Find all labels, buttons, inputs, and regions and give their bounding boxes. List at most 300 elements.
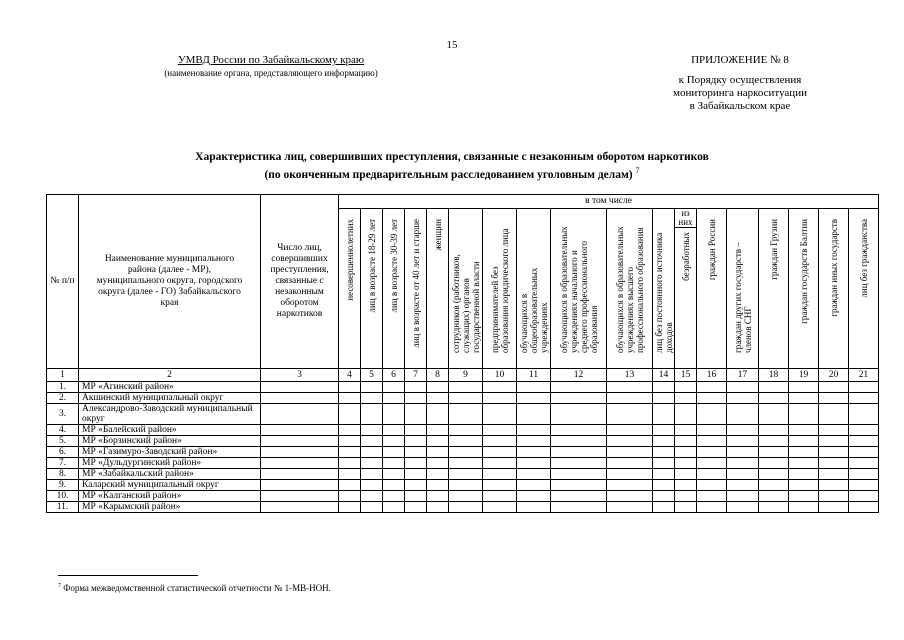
data-cell[interactable] (849, 404, 879, 425)
data-cell[interactable] (339, 469, 361, 480)
heading-line-1: Характеристика лиц, совершивших преступления, связанные с незаконным оборотом наркотиков (195, 151, 709, 163)
data-cell[interactable] (361, 502, 383, 513)
data-cell[interactable] (361, 393, 383, 404)
col-header: лиц в возрасте от 40 лет и старше (405, 209, 427, 369)
row-number: 5. (47, 436, 79, 447)
data-cell[interactable] (727, 425, 759, 436)
data-cell[interactable] (653, 425, 675, 436)
footnote-mark: 7 (58, 583, 61, 589)
data-cell[interactable] (449, 393, 483, 404)
data-cell[interactable] (697, 469, 727, 480)
data-cell[interactable] (849, 393, 879, 404)
data-cell[interactable] (551, 447, 607, 458)
data-cell[interactable] (849, 502, 879, 513)
col-header: граждан России (697, 209, 727, 369)
header-total: Число лиц, совершивших преступления, связанные с незаконным оборотом наркотиков (261, 195, 339, 369)
column-number: 17 (727, 369, 759, 382)
col-header: граждан государств Балтии (789, 209, 819, 369)
data-cell[interactable] (261, 382, 339, 393)
data-cell[interactable] (405, 393, 427, 404)
data-cell[interactable] (653, 404, 675, 425)
data-cell[interactable] (517, 480, 551, 491)
data-cell[interactable] (383, 447, 405, 458)
data-cell[interactable] (361, 436, 383, 447)
data-cell[interactable] (261, 469, 339, 480)
footnote (58, 583, 331, 593)
data-cell[interactable] (849, 436, 879, 447)
data-cell[interactable] (675, 436, 697, 447)
data-cell[interactable] (427, 404, 449, 425)
data-cell[interactable] (727, 393, 759, 404)
data-cell[interactable] (727, 404, 759, 425)
data-cell[interactable] (339, 382, 361, 393)
appendix-line: в Забайкальском крае (689, 100, 791, 112)
data-cell[interactable] (449, 425, 483, 436)
data-cell[interactable] (551, 458, 607, 469)
col-header: сотрудников (работников, служащих) органов государственной власти (449, 209, 483, 369)
data-cell[interactable] (849, 447, 879, 458)
organ-block (140, 54, 402, 78)
data-cell[interactable] (607, 447, 653, 458)
data-cell[interactable] (789, 469, 819, 480)
data-cell[interactable] (483, 447, 517, 458)
data-cell[interactable] (551, 480, 607, 491)
row-number: 10. (47, 491, 79, 502)
data-cell[interactable] (261, 404, 339, 425)
data-cell[interactable] (653, 480, 675, 491)
data-cell[interactable] (675, 404, 697, 425)
data-cell[interactable] (449, 382, 483, 393)
data-cell[interactable] (449, 447, 483, 458)
data-cell[interactable] (653, 436, 675, 447)
header-num: № п/п (47, 195, 79, 369)
data-cell[interactable] (405, 425, 427, 436)
data-cell[interactable] (607, 491, 653, 502)
data-cell[interactable] (759, 491, 789, 502)
data-cell[interactable] (653, 469, 675, 480)
data-cell[interactable] (697, 491, 727, 502)
data-cell[interactable] (339, 447, 361, 458)
data-cell[interactable] (819, 480, 849, 491)
row-name: МР «Забайкальский район» (79, 469, 261, 480)
data-cell[interactable] (483, 382, 517, 393)
row-name: МР «Газимуро-Заводский район» (79, 447, 261, 458)
data-cell[interactable] (697, 404, 727, 425)
data-cell[interactable] (483, 502, 517, 513)
column-numbers-row (47, 369, 879, 382)
data-cell[interactable] (607, 469, 653, 480)
data-cell[interactable] (551, 502, 607, 513)
data-cell[interactable] (339, 502, 361, 513)
row-name: Акшинский муниципальный округ (79, 393, 261, 404)
data-cell[interactable] (383, 425, 405, 436)
data-cell[interactable] (675, 502, 697, 513)
data-cell[interactable] (607, 458, 653, 469)
data-cell[interactable] (339, 491, 361, 502)
data-cell[interactable] (607, 436, 653, 447)
row-name: МР «Калганский район» (79, 491, 261, 502)
data-cell[interactable] (551, 393, 607, 404)
column-number: 12 (551, 369, 607, 382)
data-cell[interactable] (483, 425, 517, 436)
data-cell[interactable] (261, 425, 339, 436)
column-number: 18 (759, 369, 789, 382)
footnote-ref: 7 (635, 166, 640, 175)
footnote-divider (58, 575, 198, 576)
data-cell[interactable] (849, 469, 879, 480)
data-cell[interactable] (819, 458, 849, 469)
table-row (47, 480, 879, 491)
appendix-line: мониторинга наркоситуации (673, 87, 807, 99)
data-cell[interactable] (819, 469, 849, 480)
data-cell[interactable] (483, 404, 517, 425)
header-name: Наименование муниципального района (далее - МР), муниципального округа, городского округа (далее - ГО) Забайкальского края (79, 195, 261, 369)
data-cell[interactable] (383, 436, 405, 447)
table-row (47, 382, 879, 393)
table-row (47, 502, 879, 513)
data-cell[interactable] (339, 480, 361, 491)
data-cell[interactable] (697, 436, 727, 447)
data-cell[interactable] (819, 393, 849, 404)
data-cell[interactable] (819, 491, 849, 502)
table-row (47, 404, 879, 425)
data-cell[interactable] (517, 404, 551, 425)
data-cell[interactable] (361, 480, 383, 491)
data-cell[interactable] (849, 491, 879, 502)
col-header: граждан других государств – членов СНГ (727, 209, 759, 369)
data-cell[interactable] (675, 491, 697, 502)
data-cell[interactable] (697, 447, 727, 458)
data-cell[interactable] (819, 425, 849, 436)
data-cell[interactable] (759, 447, 789, 458)
data-cell[interactable] (427, 425, 449, 436)
data-cell[interactable] (383, 404, 405, 425)
data-cell[interactable] (449, 436, 483, 447)
data-cell[interactable] (759, 469, 789, 480)
data-cell[interactable] (551, 404, 607, 425)
data-cell[interactable] (759, 436, 789, 447)
row-name: МР «Агинский район» (79, 382, 261, 393)
row-number: 11. (47, 502, 79, 513)
table-row (47, 393, 879, 404)
row-number: 4. (47, 425, 79, 436)
col-header: женщин (427, 209, 449, 369)
data-cell[interactable] (551, 469, 607, 480)
data-cell[interactable] (483, 436, 517, 447)
data-cell[interactable] (727, 447, 759, 458)
data-cell[interactable] (383, 502, 405, 513)
data-cell[interactable] (607, 502, 653, 513)
data-cell[interactable] (339, 436, 361, 447)
data-cell[interactable] (697, 393, 727, 404)
column-number: 21 (849, 369, 879, 382)
data-cell[interactable] (427, 436, 449, 447)
data-cell[interactable] (339, 458, 361, 469)
data-cell[interactable] (551, 436, 607, 447)
data-cell[interactable] (361, 491, 383, 502)
data-cell[interactable] (675, 480, 697, 491)
data-cell[interactable] (427, 502, 449, 513)
data-cell[interactable] (383, 480, 405, 491)
data-cell[interactable] (427, 469, 449, 480)
data-cell[interactable] (261, 480, 339, 491)
data-cell[interactable] (697, 458, 727, 469)
organ-caption: (наименование органа, представляющего информацию) (164, 68, 378, 78)
data-cell[interactable] (759, 480, 789, 491)
data-cell[interactable] (849, 458, 879, 469)
column-number: 5 (361, 369, 383, 382)
data-cell[interactable] (361, 404, 383, 425)
data-cell[interactable] (383, 458, 405, 469)
data-cell[interactable] (727, 436, 759, 447)
data-cell[interactable] (653, 382, 675, 393)
data-cell[interactable] (449, 469, 483, 480)
data-cell[interactable] (427, 458, 449, 469)
heading-line-2: (по оконченным предварительным расследованием уголовным делам) $^7$ (264, 166, 640, 181)
column-number: 11 (517, 369, 551, 382)
data-cell[interactable] (483, 480, 517, 491)
data-cell[interactable] (261, 436, 339, 447)
table-row (47, 458, 879, 469)
data-cell[interactable] (405, 480, 427, 491)
col-header: предпринимателей без образования юридического лица (483, 209, 517, 369)
data-cell[interactable] (789, 393, 819, 404)
column-number: 14 (653, 369, 675, 382)
table-body (47, 382, 879, 513)
document-heading (0, 150, 904, 182)
data-cell[interactable] (759, 393, 789, 404)
row-number: 8. (47, 469, 79, 480)
data-cell[interactable] (551, 382, 607, 393)
data-cell[interactable] (849, 480, 879, 491)
data-cell[interactable] (405, 382, 427, 393)
column-number: 13 (607, 369, 653, 382)
data-cell[interactable] (697, 382, 727, 393)
data-cell[interactable] (697, 425, 727, 436)
data-cell[interactable] (405, 404, 427, 425)
data-cell[interactable] (427, 491, 449, 502)
data-cell[interactable] (675, 458, 697, 469)
data-cell[interactable] (517, 469, 551, 480)
data-cell[interactable] (607, 382, 653, 393)
row-name: Каларский муниципальный округ (79, 480, 261, 491)
data-cell[interactable] (361, 447, 383, 458)
data-cell[interactable] (427, 382, 449, 393)
data-cell[interactable] (405, 447, 427, 458)
data-cell[interactable] (483, 393, 517, 404)
row-name: МР «Дульдургинский район» (79, 458, 261, 469)
column-number: 1 (47, 369, 79, 382)
data-cell[interactable] (517, 436, 551, 447)
data-cell[interactable] (483, 491, 517, 502)
data-cell[interactable] (339, 425, 361, 436)
data-cell[interactable] (675, 382, 697, 393)
data-cell[interactable] (261, 447, 339, 458)
data-cell[interactable] (607, 480, 653, 491)
column-number: 20 (819, 369, 849, 382)
data-cell[interactable] (819, 502, 849, 513)
data-cell[interactable] (517, 458, 551, 469)
row-name: МР «Карымский район» (79, 502, 261, 513)
data-cell[interactable] (653, 458, 675, 469)
data-cell[interactable] (449, 502, 483, 513)
data-cell[interactable] (819, 447, 849, 458)
data-cell[interactable] (449, 480, 483, 491)
data-cell[interactable] (789, 382, 819, 393)
column-number: 15 (675, 369, 697, 382)
row-number: 7. (47, 458, 79, 469)
data-cell[interactable] (517, 382, 551, 393)
table-row (47, 447, 879, 458)
data-cell[interactable] (339, 404, 361, 425)
data-cell[interactable] (653, 447, 675, 458)
data-cell[interactable] (517, 491, 551, 502)
data-cell[interactable] (483, 469, 517, 480)
col-header: обучающихся в образовательных учреждениях высшего профессионального образования (607, 209, 653, 369)
data-cell[interactable] (517, 447, 551, 458)
data-cell[interactable] (383, 491, 405, 502)
data-cell[interactable] (483, 458, 517, 469)
row-number: 1. (47, 382, 79, 393)
data-cell[interactable] (727, 458, 759, 469)
row-name: Александрово-Заводский муниципальный округ (79, 404, 261, 425)
data-cell[interactable] (449, 404, 483, 425)
data-cell[interactable] (819, 404, 849, 425)
row-number: 9. (47, 480, 79, 491)
data-cell[interactable] (405, 491, 427, 502)
data-cell[interactable] (789, 502, 819, 513)
data-cell[interactable] (789, 447, 819, 458)
column-number: 9 (449, 369, 483, 382)
col-header: лиц без постоянного источника доходов (653, 209, 675, 369)
data-cell[interactable] (819, 382, 849, 393)
data-cell[interactable] (427, 480, 449, 491)
organ-name: УМВД России по Забайкальскому краю (177, 54, 365, 66)
data-cell[interactable] (759, 382, 789, 393)
data-cell[interactable] (759, 404, 789, 425)
row-name: МР «Балейский район» (79, 425, 261, 436)
data-cell[interactable] (383, 382, 405, 393)
data-cell[interactable] (427, 393, 449, 404)
data-cell[interactable] (607, 404, 653, 425)
col-header: граждан иных государств (819, 209, 849, 369)
table-row (47, 491, 879, 502)
column-number: 6 (383, 369, 405, 382)
data-cell[interactable] (675, 469, 697, 480)
data-cell[interactable] (517, 393, 551, 404)
data-cell[interactable] (789, 491, 819, 502)
data-cell[interactable] (261, 393, 339, 404)
data-cell[interactable] (759, 502, 789, 513)
data-cell[interactable] (517, 425, 551, 436)
col-header: лиц без гражданства (849, 209, 879, 369)
column-number: 7 (405, 369, 427, 382)
data-cell[interactable] (759, 425, 789, 436)
row-number: 6. (47, 447, 79, 458)
page-number: 15 (446, 39, 458, 51)
data-cell[interactable] (789, 480, 819, 491)
col-header: лиц в возрасте 30-39 лет (383, 209, 405, 369)
data-cell[interactable] (607, 425, 653, 436)
data-cell[interactable] (339, 393, 361, 404)
data-cell[interactable] (427, 447, 449, 458)
data-cell[interactable] (675, 393, 697, 404)
data-cell[interactable] (517, 502, 551, 513)
data-cell[interactable] (361, 469, 383, 480)
data-cell[interactable] (697, 480, 727, 491)
data-cell[interactable] (383, 469, 405, 480)
column-number: 10 (483, 369, 517, 382)
data-cell[interactable] (653, 393, 675, 404)
column-number: 4 (339, 369, 361, 382)
data-cell[interactable] (361, 425, 383, 436)
data-cell[interactable] (727, 469, 759, 480)
data-cell[interactable] (759, 458, 789, 469)
table-row (47, 425, 879, 436)
col-header: граждан Грузии (759, 209, 789, 369)
data-cell[interactable] (727, 502, 759, 513)
data-cell[interactable] (653, 491, 675, 502)
data-cell[interactable] (607, 393, 653, 404)
data-cell[interactable] (727, 491, 759, 502)
data-cell[interactable] (653, 502, 675, 513)
data-cell[interactable] (789, 404, 819, 425)
column-number: 19 (789, 369, 819, 382)
data-cell[interactable] (675, 447, 697, 458)
row-name: МР «Борзинский район» (79, 436, 261, 447)
column-number: 16 (697, 369, 727, 382)
appendix-block (640, 54, 840, 113)
data-cell[interactable] (361, 382, 383, 393)
appendix-line: к Порядку осуществления (678, 74, 802, 86)
data-cell[interactable] (383, 393, 405, 404)
data-cell[interactable] (449, 491, 483, 502)
data-cell[interactable] (405, 458, 427, 469)
header-subgroup: из них (675, 209, 697, 228)
statistics-table (46, 194, 879, 513)
data-cell[interactable] (819, 436, 849, 447)
data-cell[interactable] (789, 458, 819, 469)
column-number: 2 (79, 369, 261, 382)
column-number: 8 (427, 369, 449, 382)
data-cell[interactable] (849, 425, 879, 436)
col-header: несовершеннолетних (339, 209, 361, 369)
col-header: безработных (675, 228, 697, 369)
footnote-text: Форма межведомственной статистической отчетности № 1-МВ-НОН. (63, 583, 331, 593)
col-header: обучающихся в образовательных учреждениях начального и среднего профессионального образования (551, 209, 607, 369)
data-cell[interactable] (727, 480, 759, 491)
data-cell[interactable] (789, 436, 819, 447)
data-cell[interactable] (261, 502, 339, 513)
data-cell[interactable] (849, 382, 879, 393)
data-cell[interactable] (675, 425, 697, 436)
data-cell[interactable] (551, 491, 607, 502)
data-cell[interactable] (261, 491, 339, 502)
data-cell[interactable] (405, 469, 427, 480)
data-cell[interactable] (261, 458, 339, 469)
data-cell[interactable] (727, 382, 759, 393)
data-cell[interactable] (405, 502, 427, 513)
data-cell[interactable] (697, 502, 727, 513)
row-number: 2. (47, 393, 79, 404)
data-cell[interactable] (361, 458, 383, 469)
column-number: 3 (261, 369, 339, 382)
data-cell[interactable] (405, 436, 427, 447)
data-cell[interactable] (449, 458, 483, 469)
data-cell[interactable] (789, 425, 819, 436)
header-group: в том числе (339, 195, 879, 209)
data-cell[interactable] (551, 425, 607, 436)
